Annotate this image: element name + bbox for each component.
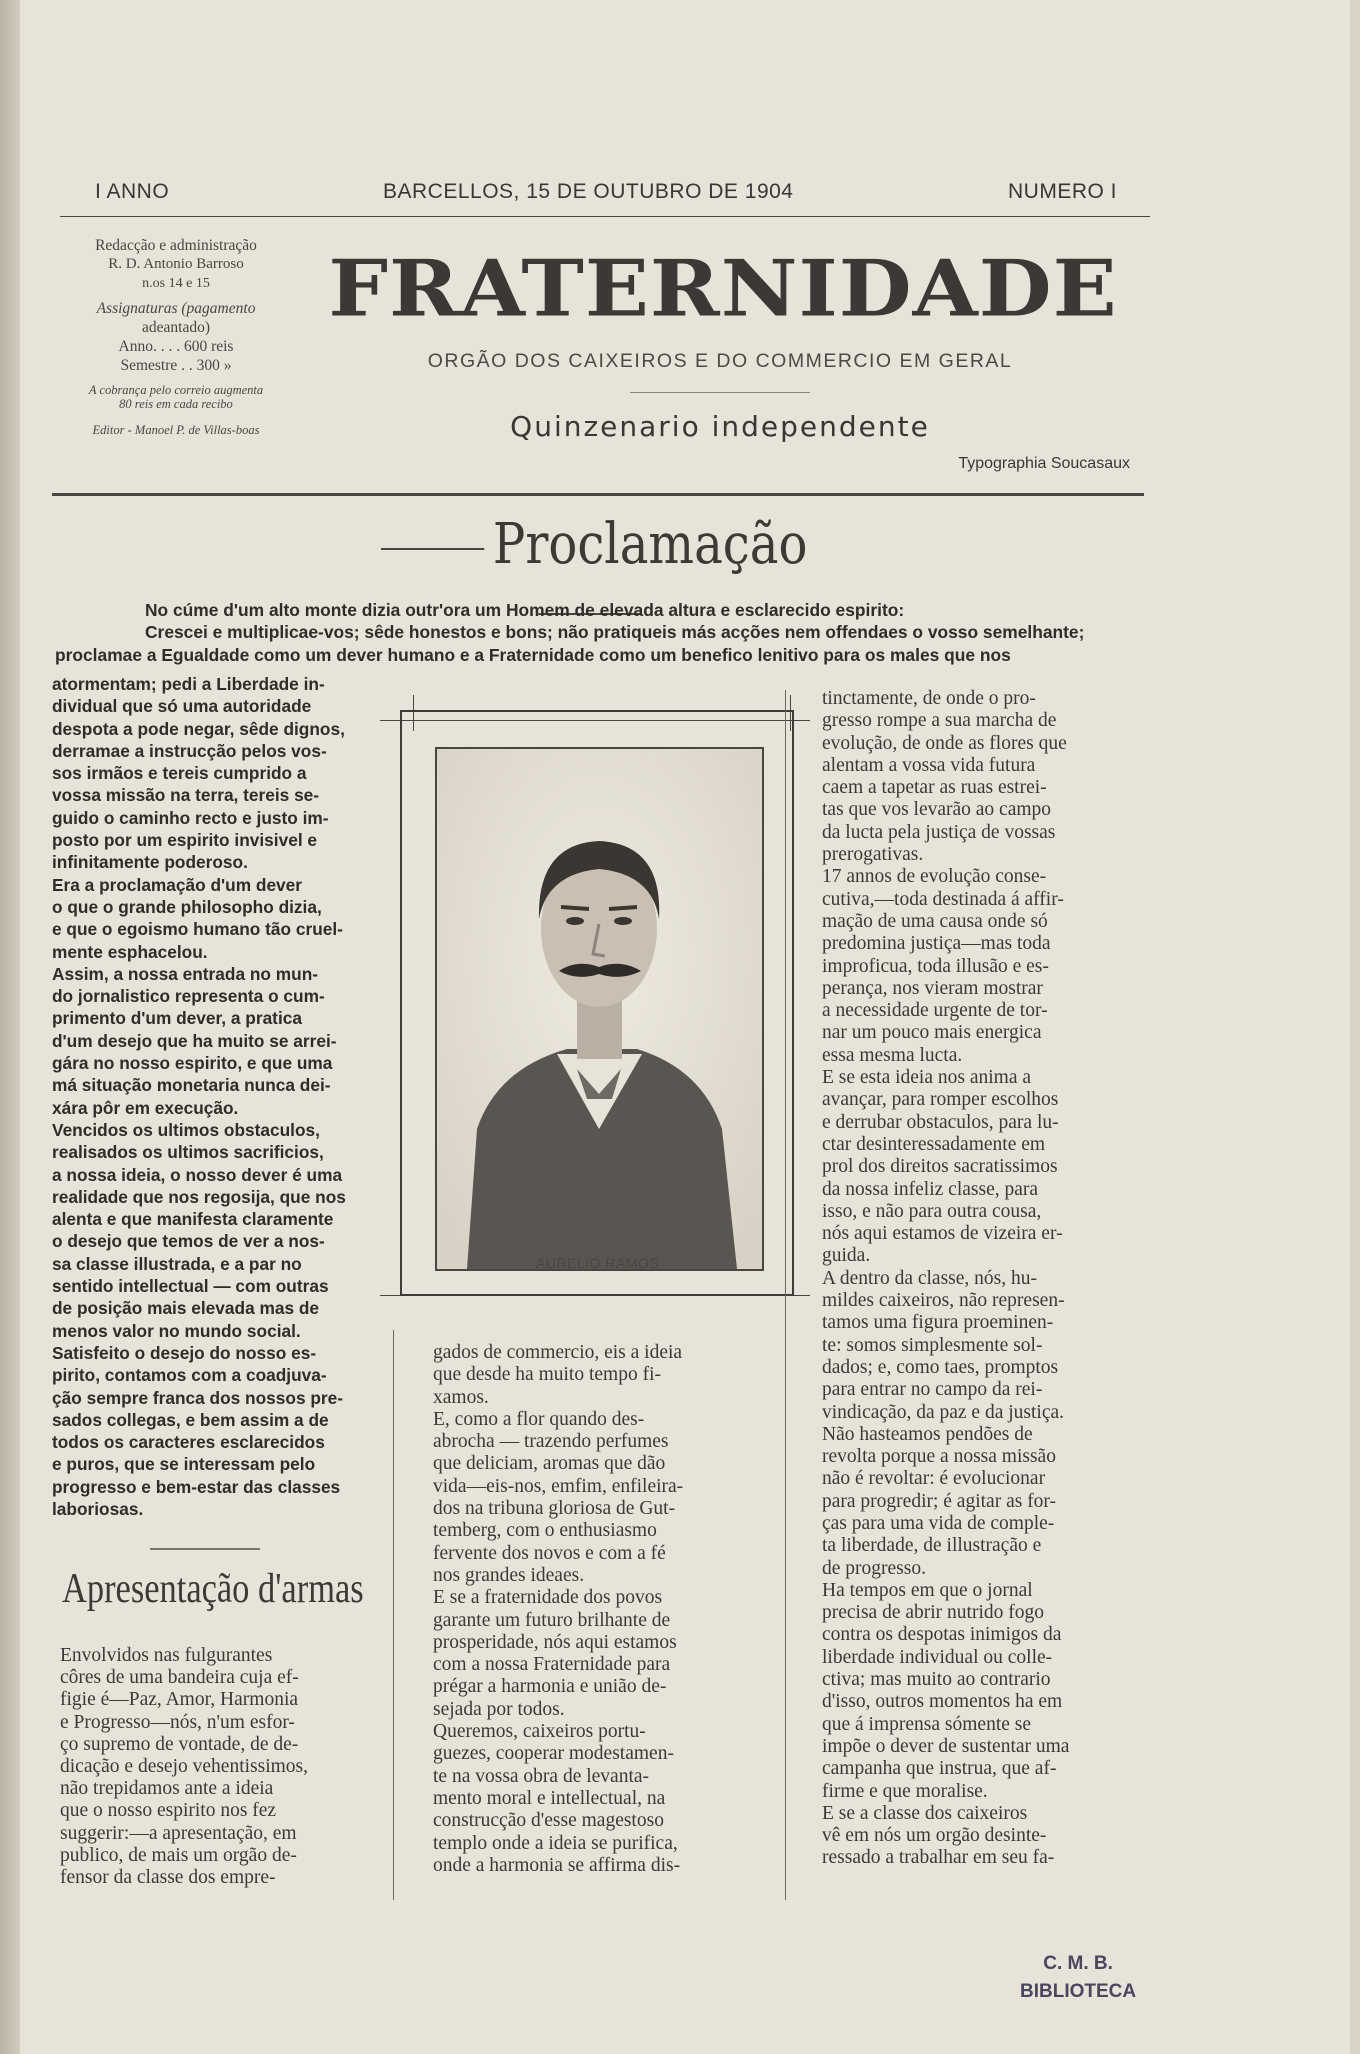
- text-line: nar um pouco mais energica: [822, 1022, 1042, 1044]
- text-line: Queremos, caixeiros portu-: [433, 1721, 646, 1743]
- text-line: da nossa infeliz classe, para: [822, 1178, 1039, 1200]
- text-line: d'isso, outros momentos ha em: [822, 1691, 1063, 1713]
- text-line: sejada por todos.: [433, 1698, 565, 1720]
- text-line: publico, de mais um orgão de-: [60, 1844, 297, 1866]
- text-line: E se esta ideia nos anima a: [822, 1067, 1032, 1089]
- text-line: mação de uma causa onde só: [822, 910, 1048, 932]
- text-line: que desde ha muito tempo fi-: [433, 1364, 661, 1386]
- text-line: E se a classe dos caixeiros: [822, 1802, 1028, 1824]
- text-line: prol dos direitos sacratissimos: [822, 1156, 1058, 1178]
- column-separator: [393, 1330, 394, 1900]
- text-line: contra os despotas inimigos da: [822, 1624, 1062, 1646]
- text-line: essa mesma lucta.: [822, 1044, 963, 1066]
- portrait-photo: [435, 747, 764, 1271]
- text-line: Envolvidos nas fulgurantes: [60, 1645, 273, 1666]
- text-line: construcção d'esse magestoso: [433, 1810, 664, 1832]
- text-line: precisa de abrir nutrido fogo: [822, 1602, 1045, 1624]
- text-line: realisados os ultimos sacrificios,: [52, 1142, 324, 1163]
- photo-caption: AURELIO RAMOS: [535, 1255, 660, 1271]
- text-line: vindicação, da paz e da justiça.: [822, 1401, 1065, 1423]
- text-line: E, como a flor quando des-: [433, 1408, 645, 1430]
- text-line: onde a harmonia se affirma dis-: [433, 1854, 681, 1876]
- text-line: dados; e, como taes, promptos: [822, 1356, 1059, 1378]
- admin-line: Anno. . . . 600 reis: [118, 338, 234, 355]
- text-line: para progredir; é agitar as for-: [822, 1490, 1057, 1512]
- text-line: impõe o dever de sustentar uma: [822, 1735, 1070, 1757]
- masthead-tagline: Quinzenario independente: [510, 410, 930, 443]
- admin-line: Assignaturas (pagamento: [96, 300, 256, 317]
- text-line: não é revoltar: é evolucionar: [822, 1468, 1046, 1490]
- text-line: e que o egoismo humano tão cruel-: [52, 919, 343, 940]
- text-line: atormentam; pedi a Liberdade in-: [52, 674, 325, 694]
- text-line: derramae a instrucção pelos vos-: [52, 740, 327, 761]
- text-line: sa classe illustrada, e a par no: [52, 1253, 302, 1274]
- text-line: mento moral e intellectual, na: [433, 1787, 666, 1809]
- text-line: predomina justiça—mas toda: [822, 933, 1051, 955]
- text-line: que o nosso espirito nos fez: [60, 1800, 277, 1822]
- text-line: todos os caracteres esclarecidos: [52, 1432, 325, 1453]
- text-line: sos irmãos e tereis cumprido a: [52, 763, 307, 784]
- stamp-line: BIBLIOTECA: [1020, 1981, 1137, 2002]
- intro-line: Crescei e multiplicae-vos; sêde honestos e bons; não pratiqueis más acções nem offendaes o vosso semelhante;: [145, 622, 1085, 643]
- library-stamp: [1020, 1950, 1136, 2006]
- text-line: que deliciam, aromas que dão: [433, 1453, 666, 1475]
- masthead-title: FRATERNIDADE: [328, 243, 1118, 335]
- text-line: realidade que nos regosija, que nos: [52, 1186, 346, 1207]
- text-line: a nossa ideia, o nosso dever é uma: [52, 1164, 343, 1185]
- column-3: [822, 688, 1069, 1870]
- text-line: tamos uma figura proeminen-: [822, 1312, 1054, 1334]
- masthead-rule: [52, 493, 1144, 496]
- intro-line: No cúme d'um alto monte dizia outr'ora um Homem de elevada altura e esclarecido espirito:: [145, 600, 905, 620]
- text-line: e puros, que se interessam pelo: [52, 1454, 316, 1475]
- text-line: improficua, toda illusão e es-: [822, 955, 1049, 977]
- column-2: [433, 1342, 683, 1877]
- text-line: mente esphacelou.: [52, 941, 208, 962]
- text-line: posto por um espirito invisivel e: [52, 830, 318, 851]
- text-line: d'um desejo que ha muito se arrei-: [52, 1030, 337, 1051]
- text-line: o que o grande philosopho dizia,: [52, 896, 322, 917]
- text-line: mildes caixeiros, não represen-: [822, 1290, 1065, 1312]
- printer-label: Typographia Soucasaux: [958, 455, 1130, 472]
- text-line: Assim, a nossa entrada no mun-: [52, 963, 319, 984]
- text-line: não trepidamos ante a ideia: [60, 1778, 274, 1800]
- text-line: Não hasteamos pendões de: [822, 1423, 1033, 1445]
- text-line: sentido intellectual — com outras: [52, 1276, 329, 1297]
- text-line: Vencidos os ultimos obstaculos,: [52, 1119, 320, 1140]
- text-line: fensor da classe dos empre-: [60, 1867, 276, 1889]
- portrait-image: [437, 749, 762, 1269]
- text-line: pirito, contamos com a coadjuva-: [52, 1365, 327, 1386]
- text-line: menos valor no mundo social.: [52, 1320, 301, 1341]
- editor-line: Editor - Manoel P. de Villas-boas: [92, 423, 260, 437]
- text-line: a necessidade urgente de tor-: [822, 1000, 1048, 1022]
- text-line: evolução, de onde as flores que: [822, 732, 1067, 754]
- intro-line: proclamae a Egualdade como um dever humano e a Fraternidade como um benefico lenitivo para os males que nos: [55, 644, 1011, 665]
- admin-line: A cobrança pelo correio augmenta: [88, 383, 264, 397]
- text-line: te: somos simplesmente sol-: [822, 1334, 1043, 1356]
- text-line: e derrubar obstaculos, para lu-: [822, 1111, 1059, 1133]
- text-line: Ha tempos em que o jornal: [822, 1579, 1033, 1601]
- column-1: [52, 673, 346, 1520]
- text-line: alentam a vossa vida futura: [822, 754, 1036, 776]
- text-line: figie é—Paz, Amor, Harmonia: [60, 1689, 299, 1711]
- issue-number: NUMERO I: [1008, 180, 1117, 203]
- text-line: dicação e desejo vehentissimos,: [60, 1756, 309, 1778]
- text-line: xamos.: [433, 1386, 489, 1408]
- article-title: Proclamação: [315, 512, 865, 642]
- text-line: A dentro da classe, nós, hu-: [822, 1267, 1037, 1289]
- admin-line: adeantado): [142, 319, 210, 336]
- admin-line: 80 reis em cada recibo: [119, 397, 233, 411]
- text-line: vida—eis-nos, emfim, enfileira-: [433, 1475, 684, 1497]
- text-line: xára pôr em execução.: [52, 1097, 239, 1118]
- text-line: prosperidade, nós aqui estamos: [433, 1631, 677, 1653]
- text-line: com a nossa Fraternidade para: [433, 1654, 671, 1676]
- text-line: prerogativas.: [822, 844, 924, 866]
- stamp-line: C. M. B.: [1043, 1953, 1113, 1974]
- text-line: Era a proclamação d'um dever: [52, 874, 302, 895]
- text-line: ção sempre franca dos nossos pre-: [52, 1387, 344, 1408]
- text-line: infinitamente poderoso.: [52, 852, 248, 873]
- year-label: I ANNO: [95, 180, 170, 203]
- text-line: avançar, para romper escolhos: [822, 1089, 1059, 1111]
- text-line: suggerir:—a apresentação, em: [60, 1822, 297, 1844]
- text-line: perança, nos vieram mostrar: [822, 977, 1043, 999]
- text-line: gresso rompe a sua marcha de: [822, 710, 1057, 732]
- masthead-subtitle: ORGÃO DOS CAIXEIROS E DO COMMERCIO EM GERAL: [427, 350, 1013, 372]
- text-line: isso, e não para outra cousa,: [822, 1200, 1042, 1222]
- text-line: gára no nosso espirito, e que uma: [52, 1053, 333, 1074]
- text-line: laboriosas.: [52, 1498, 144, 1519]
- article-intro: [55, 599, 1145, 666]
- text-line: vossa missão na terra, tereis se-: [52, 785, 320, 806]
- admin-line: R. D. Antonio Barroso: [108, 256, 244, 272]
- text-line: da lucta pela justiça de vossas: [822, 821, 1056, 843]
- text-line: ta liberdade, de illustração e: [822, 1535, 1042, 1557]
- text-line: progresso e bem-estar das classes: [52, 1476, 341, 1497]
- text-line: nós aqui estamos de vizeira er-: [822, 1223, 1063, 1245]
- text-line: que á imprensa sómente se: [822, 1713, 1032, 1735]
- text-line: Satisfeito o desejo do nosso es-: [52, 1342, 317, 1363]
- text-line: vê em nós um orgão desinte-: [822, 1825, 1047, 1847]
- text-line: te na vossa obra de levanta-: [433, 1765, 650, 1787]
- text-line: 17 annos de evolução conse-: [822, 866, 1047, 888]
- place-date: BARCELLOS, 15 DE OUTUBRO DE 1904: [383, 180, 794, 203]
- text-line: abrocha — trazendo perfumes: [433, 1431, 669, 1453]
- second-article-title: Apresentação d'armas: [62, 1566, 364, 1612]
- text-line: fervente dos novos e com a fé: [433, 1542, 666, 1564]
- text-line: templo onde a ideia se purifica,: [433, 1832, 678, 1854]
- text-line: ças para uma vida de comple-: [822, 1512, 1055, 1534]
- text-line: cutiva,—toda destinada á affir-: [822, 888, 1064, 910]
- text-line: e Progresso—nós, n'um esfor-: [60, 1711, 295, 1733]
- text-line: o desejo que temos de ver a nos-: [52, 1231, 325, 1252]
- text-line: dos na tribuna gloriosa de Gut-: [433, 1498, 676, 1520]
- text-line: sados collegas, e bem assim a de: [52, 1409, 329, 1430]
- text-line: firme e que moralise.: [822, 1780, 988, 1802]
- text-line: campanha que instrua, que af-: [822, 1758, 1057, 1780]
- text-line: garante um futuro brilhante de: [433, 1609, 671, 1631]
- text-line: primento d'um dever, a pratica: [52, 1008, 302, 1029]
- admin-line: Redacção e administração: [95, 237, 257, 254]
- text-line: ressado a trabalhar em seu fa-: [822, 1847, 1055, 1869]
- second-article-body: [60, 1645, 308, 1889]
- admin-box: [60, 236, 292, 440]
- text-line: E se a fraternidade dos povos: [433, 1587, 663, 1609]
- text-line: caem a tapetar as ruas estrei-: [822, 777, 1047, 799]
- text-line: tinctamente, de onde o pro-: [822, 688, 1036, 709]
- page-edge: [0, 0, 22, 2054]
- masthead-divider: [630, 392, 810, 393]
- text-line: ctiva; mas muito ao contrario: [822, 1669, 1051, 1691]
- column-separator: [785, 690, 786, 1900]
- header-rule: [60, 216, 1150, 217]
- text-line: despota a pode negar, sêde dignos,: [52, 718, 345, 739]
- text-line: para entrar no campo da rei-: [822, 1379, 1043, 1401]
- text-line: guezes, cooperar modestamen-: [433, 1743, 674, 1765]
- text-line: má situação monetaria nunca dei-: [52, 1075, 331, 1096]
- text-line: ço supremo de vontade, de de-: [60, 1733, 299, 1755]
- text-line: dividual que só uma autoridade: [52, 696, 312, 717]
- text-line: côres de uma bandeira cuja ef-: [60, 1667, 299, 1689]
- text-line: guida.: [822, 1245, 871, 1267]
- text-line: revolta porque a nossa missão: [822, 1446, 1056, 1468]
- text-line: prégar a harmonia e união de-: [433, 1676, 667, 1698]
- text-line: do jornalistico representa o cum-: [52, 986, 325, 1007]
- section-ornament: [150, 1548, 260, 1550]
- text-line: liberdade individual ou colle-: [822, 1646, 1053, 1668]
- admin-line: Semestre . . 300 »: [120, 357, 232, 374]
- text-line: ctar desinteressadamente em: [822, 1133, 1046, 1155]
- text-line: temberg, com o enthusiasmo: [433, 1520, 657, 1542]
- text-line: guido o caminho recto e justo im-: [52, 807, 329, 828]
- text-line: de progresso.: [822, 1557, 926, 1579]
- text-line: nos grandes ideaes.: [433, 1564, 585, 1586]
- text-line: alenta e que manifesta claramente: [52, 1209, 334, 1230]
- text-line: gados de commercio, eis a ideia: [433, 1342, 683, 1363]
- text-line: tas que vos levarão ao campo: [822, 799, 1052, 821]
- text-line: de posição mais elevada mas de: [52, 1298, 320, 1319]
- admin-line: n.os 14 e 15: [142, 276, 210, 291]
